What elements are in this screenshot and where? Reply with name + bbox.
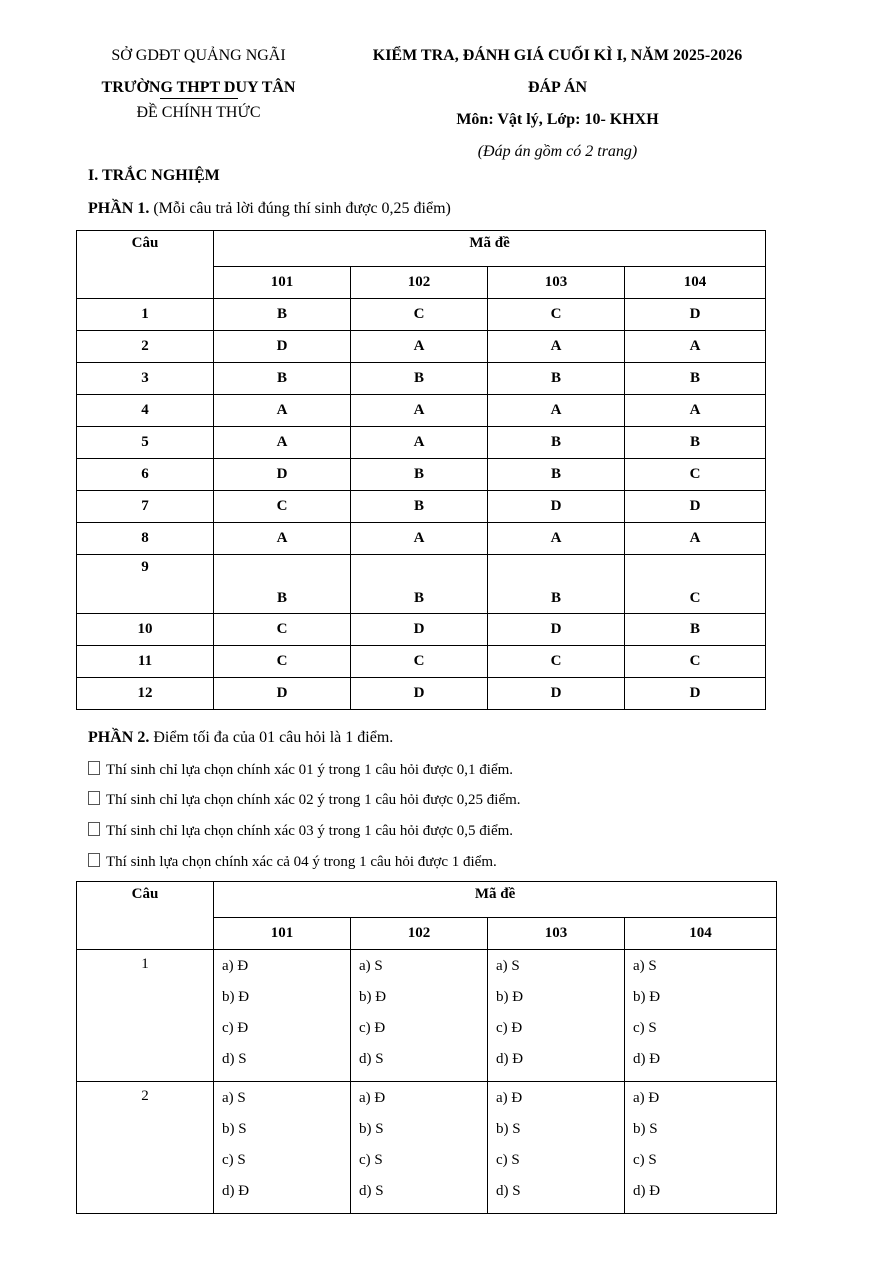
answer-cell: C xyxy=(351,646,488,678)
answer-cell: B xyxy=(214,299,351,331)
sub-answer: c) Đ xyxy=(496,1020,523,1036)
exam-code-header: 104 xyxy=(625,267,766,299)
table-row xyxy=(77,555,766,614)
answer-cell: B xyxy=(625,363,766,395)
sub-answer: d) S xyxy=(359,1051,384,1067)
answer-cell: B xyxy=(488,363,625,395)
sub-answer: c) S xyxy=(633,1020,657,1036)
checkbox-icon xyxy=(88,791,100,805)
sub-answer: b) Đ xyxy=(633,989,661,1005)
answer-cell: D xyxy=(214,331,351,363)
answer-cell xyxy=(625,950,777,1082)
sub-answer: c) S xyxy=(222,1152,246,1168)
question-number: 10 xyxy=(77,614,214,646)
sub-answer: d) S xyxy=(359,1183,384,1199)
answer-cell: C xyxy=(625,459,766,491)
part1-note: (Mỗi câu trả lời đúng thí sinh được 0,25 điểm) xyxy=(153,200,451,217)
sub-answer: b) Đ xyxy=(496,989,524,1005)
answer-cell: B xyxy=(214,555,351,614)
answer-cell xyxy=(488,950,625,1082)
answer-cell: B xyxy=(351,459,488,491)
sub-answer: d) S xyxy=(496,1183,521,1199)
exam-code-header: 102 xyxy=(351,267,488,299)
table-row xyxy=(77,491,766,523)
answer-cell: A xyxy=(351,427,488,459)
answer-cell: C xyxy=(488,299,625,331)
answer-key-title: ĐÁP ÁN xyxy=(527,79,588,96)
table-row xyxy=(77,678,766,710)
question-number: 3 xyxy=(77,363,214,395)
answer-cell: A xyxy=(625,395,766,427)
answer-cell xyxy=(488,1082,625,1214)
sub-answer: b) S xyxy=(359,1121,384,1137)
answer-cell: A xyxy=(625,523,766,555)
answer-cell: C xyxy=(351,299,488,331)
sub-answer: c) Đ xyxy=(222,1020,249,1036)
sub-answer: d) Đ xyxy=(222,1183,250,1199)
checkbox-icon xyxy=(88,761,100,775)
exam-title: KIỂM TRA, ĐÁNH GIÁ CUỐI KÌ I, NĂM 2025-2026 xyxy=(372,47,743,64)
scoring-rule: Thí sinh lựa chọn chính xác cả 04 ý trong 1 câu hỏi được 1 điểm. xyxy=(88,853,497,871)
exam-code-header: 103 xyxy=(488,267,625,299)
question-number: 5 xyxy=(77,427,214,459)
answer-cell: D xyxy=(625,491,766,523)
question-number: 4 xyxy=(77,395,214,427)
table-row xyxy=(77,363,766,395)
sub-answer: a) S xyxy=(359,958,383,974)
table-row xyxy=(77,523,766,555)
answer-cell: B xyxy=(488,459,625,491)
part2-label: PHẦN 2. xyxy=(88,729,150,746)
answer-cell xyxy=(214,950,351,1082)
answer-cell: A xyxy=(488,523,625,555)
answer-cell xyxy=(351,1082,488,1214)
question-number: 6 xyxy=(77,459,214,491)
answer-cell xyxy=(625,1082,777,1214)
answer-cell: B xyxy=(351,555,488,614)
answer-cell: A xyxy=(625,331,766,363)
sub-answer: b) Đ xyxy=(222,989,250,1005)
answer-cell: D xyxy=(488,491,625,523)
part2-heading xyxy=(88,729,393,747)
sub-answer: a) Đ xyxy=(496,1090,523,1106)
answer-cell: B xyxy=(351,363,488,395)
exam-code-header: 103 xyxy=(488,918,625,950)
sub-answer: a) S xyxy=(633,958,657,974)
sub-answer: d) Đ xyxy=(633,1183,661,1199)
exam-code-header: 101 xyxy=(214,918,351,950)
table-row xyxy=(77,950,777,1082)
sub-answer: a) Đ xyxy=(359,1090,386,1106)
answer-cell: D xyxy=(351,614,488,646)
sub-answer: a) S xyxy=(222,1090,246,1106)
answer-cell: C xyxy=(214,646,351,678)
answer-cell: B xyxy=(625,614,766,646)
answer-cell: C xyxy=(214,614,351,646)
question-number: 1 xyxy=(77,950,214,1082)
answer-cell: B xyxy=(351,491,488,523)
checkbox-icon xyxy=(88,853,100,867)
sub-answer: b) S xyxy=(222,1121,247,1137)
part2-note: Điểm tối đa của 01 câu hỏi là 1 điểm. xyxy=(153,729,394,746)
sub-answer: d) S xyxy=(222,1051,247,1067)
question-number: 8 xyxy=(77,523,214,555)
question-number: 7 xyxy=(77,491,214,523)
scoring-rule: Thí sinh chỉ lựa chọn chính xác 03 ý trong 1 câu hỏi được 0,5 điểm. xyxy=(88,822,513,840)
answer-cell: D xyxy=(488,614,625,646)
sub-answer: d) Đ xyxy=(633,1051,661,1067)
answer-cell: B xyxy=(488,555,625,614)
department-name: SỞ GDĐT QUẢNG NGÃI xyxy=(111,47,286,64)
sub-answer: b) Đ xyxy=(359,989,387,1005)
sub-answer: c) S xyxy=(496,1152,520,1168)
table-row xyxy=(77,395,766,427)
question-number: 11 xyxy=(77,646,214,678)
sub-answer: a) Đ xyxy=(633,1090,660,1106)
exam-code-header: 104 xyxy=(625,918,777,950)
question-number: 2 xyxy=(77,331,214,363)
official-label: ĐỀ CHÍNH THỨC xyxy=(136,104,261,121)
table-row xyxy=(77,299,766,331)
answer-cell: D xyxy=(625,299,766,331)
table-row xyxy=(77,646,766,678)
scoring-rule: Thí sinh chỉ lựa chọn chính xác 01 ý trong 1 câu hỏi được 0,1 điểm. xyxy=(88,761,513,779)
part1-heading xyxy=(88,200,451,218)
answer-cell: A xyxy=(488,331,625,363)
answer-cell: D xyxy=(625,678,766,710)
table-row xyxy=(77,614,766,646)
answer-cell: B xyxy=(214,363,351,395)
answer-cell xyxy=(214,1082,351,1214)
sub-answer: c) Đ xyxy=(359,1020,386,1036)
sub-answer: a) Đ xyxy=(222,958,249,974)
answer-cell: A xyxy=(351,395,488,427)
answer-cell: D xyxy=(351,678,488,710)
answer-cell: B xyxy=(625,427,766,459)
subject-line: Môn: Vật lý, Lớp: 10- KHXH xyxy=(456,111,659,128)
part1-label: PHẦN 1. xyxy=(88,200,150,217)
sub-answer: d) Đ xyxy=(496,1051,524,1067)
table-row xyxy=(77,1082,777,1214)
sub-answer: b) S xyxy=(633,1121,658,1137)
answer-cell: D xyxy=(214,678,351,710)
answer-cell: D xyxy=(488,678,625,710)
exam-code-header: 102 xyxy=(351,918,488,950)
exam-header xyxy=(345,40,770,168)
answer-cell: C xyxy=(625,555,766,614)
answer-cell: C xyxy=(488,646,625,678)
checkbox-icon xyxy=(88,822,100,836)
section-title: I. TRẮC NGHIỆM xyxy=(88,167,220,184)
question-number: 2 xyxy=(77,1082,214,1214)
sub-answer: b) S xyxy=(496,1121,521,1137)
answer-table-part1 xyxy=(76,230,766,710)
answer-cell: A xyxy=(351,523,488,555)
answer-cell: A xyxy=(488,395,625,427)
sub-answer: c) S xyxy=(633,1152,657,1168)
answer-cell: A xyxy=(351,331,488,363)
page-count-note: (Đáp án gồm có 2 trang) xyxy=(477,143,638,160)
table-row xyxy=(77,427,766,459)
table-row xyxy=(77,459,766,491)
answer-cell: D xyxy=(214,459,351,491)
question-number: 12 xyxy=(77,678,214,710)
answer-cell: B xyxy=(488,427,625,459)
answer-cell: A xyxy=(214,427,351,459)
question-number: 1 xyxy=(77,299,214,331)
sub-answer: a) S xyxy=(496,958,520,974)
table-row xyxy=(77,331,766,363)
header-cau: Câu xyxy=(77,882,214,950)
school-name: TRƯỜNG THPT DUY TÂN xyxy=(101,79,296,96)
answer-cell: C xyxy=(625,646,766,678)
header-made: Mã đề xyxy=(214,231,766,267)
answer-cell: A xyxy=(214,523,351,555)
header-made: Mã đề xyxy=(214,882,777,918)
sub-answer: c) S xyxy=(359,1152,383,1168)
scoring-rule: Thí sinh chỉ lựa chọn chính xác 02 ý trong 1 câu hỏi được 0,25 điểm. xyxy=(88,791,521,809)
question-number: 9 xyxy=(77,555,214,614)
school-header xyxy=(76,40,321,129)
answer-table-part2 xyxy=(76,881,777,1214)
exam-code-header: 101 xyxy=(214,267,351,299)
answer-cell: C xyxy=(214,491,351,523)
answer-cell xyxy=(351,950,488,1082)
header-cau: Câu xyxy=(77,231,214,299)
answer-cell: A xyxy=(214,395,351,427)
